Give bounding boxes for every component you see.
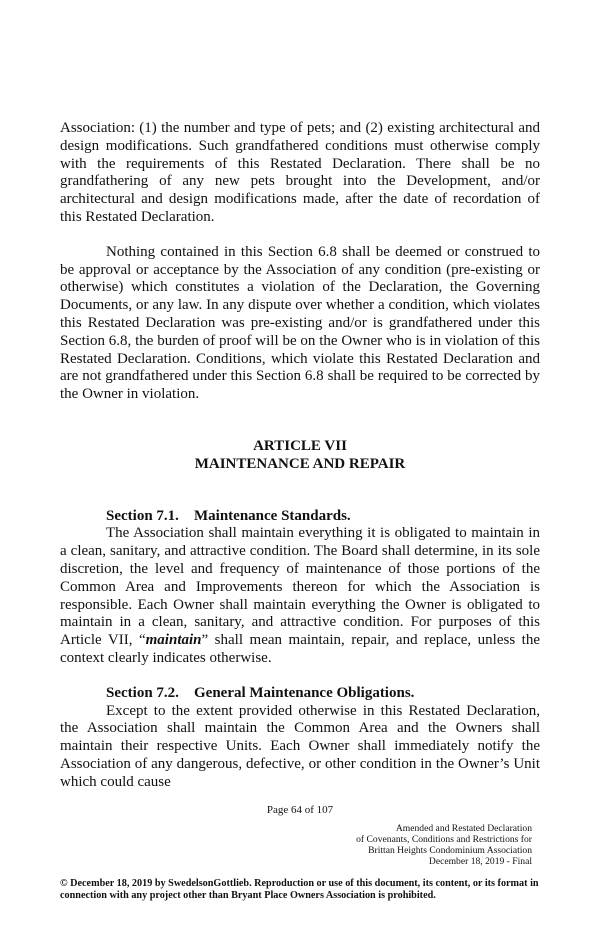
body-text: ” shall mean maintain, repair, and replace, unless the context clearly indicates otherwise.	[60, 632, 540, 666]
section-number: Section 7.2.	[106, 684, 179, 701]
section-body	[60, 525, 540, 667]
doc-info-line: of Covenants, Conditions and Restrictions for	[356, 833, 532, 845]
section-number: Section 7.1.	[106, 507, 179, 524]
doc-info-line: Brittan Heights Condominium Association	[368, 845, 532, 857]
article-heading	[60, 438, 540, 474]
article-title: MAINTENANCE AND REPAIR	[194, 455, 406, 472]
section-7-1	[60, 508, 540, 668]
paragraph-text: Association: (1) the number and type of pets; and (2) existing architectural and design modifications. Such grandfathered conditions must otherwise comply with the requirements of this Restated Declaration. There shall be no grandfathering of any new pets brought into the Development, and/or architectural and design modifications made, after the date of recordation of this Restated Declaration.	[60, 120, 540, 225]
section-heading	[60, 508, 540, 526]
copyright-notice: © December 18, 2019 by SwedelsonGottlieb. Reproduction or use of this document, its content, or its format in connection with any project other than Bryant Place Owners Association is prohibited.	[60, 877, 539, 902]
doc-info-line: Amended and Restated Declaration	[395, 822, 532, 834]
article-number: ARTICLE VII	[253, 437, 347, 454]
section-7-2	[60, 685, 540, 792]
paragraph-text: Nothing contained in this Section 6.8 shall be deemed or construed to be approval or acceptance by the Association of any condition (pre-existing or otherwise) which constitutes a violation of the Declaration, the Governing Documents, or any law. In any dispute over whether a condition, which violates this Restated Declaration was pre-existing and/or is grandfathered under this Section 6.8, the burden of proof will be on the Owner who is in violation of this Restated Declaration. Conditions, which violate this Restated Declaration and are not grandfathered under this Section 6.8 shall be required to be corrected by the Owner in violation.	[60, 243, 540, 403]
defined-term: maintain	[145, 632, 202, 649]
body-text: The Association shall maintain everything it is obligated to maintain in a clean, sanitary, and attractive condition. The Board shall determine, in its sole discretion, the level and frequency of maintenance of those portions of the Common Area and Improvements thereon for which the Association is responsible. Each Owner shall maintain everything the Owner is obligated to maintain in a clean, sanitary, and attractive condition. For purposes of this Article VII, “	[60, 525, 540, 649]
section-heading	[60, 685, 540, 703]
paragraph-section-6-8	[60, 244, 540, 404]
paragraph-grandfathered	[60, 120, 540, 227]
section-body: Except to the extent provided otherwise in this Restated Declaration, the Association shall maintain the Common Area and the Owners shall maintain their respective Units. Each Owner shall immediately notify the Association of any dangerous, defective, or other condition in the Owner’s Unit which could cause	[60, 702, 540, 790]
document-info	[60, 823, 540, 868]
doc-info-line: December 18, 2019 - Final	[428, 856, 532, 868]
page-number: Page 64 of 107	[266, 803, 334, 816]
section-title: General Maintenance Obligations.	[194, 684, 415, 701]
section-title: Maintenance Standards.	[194, 507, 351, 524]
